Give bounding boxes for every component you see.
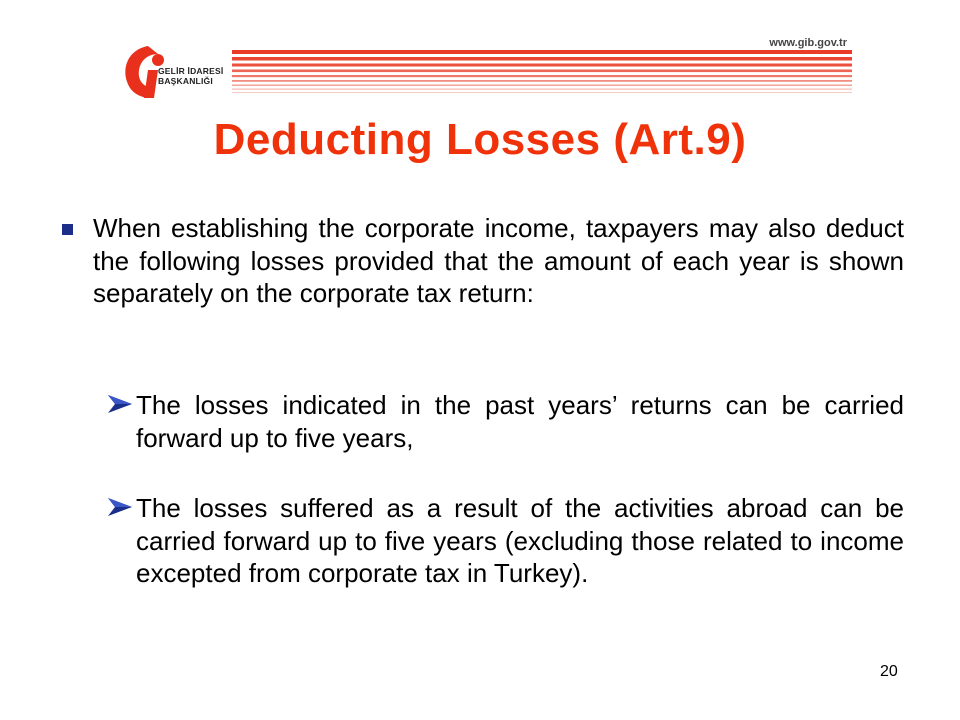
header-stripes: [232, 50, 852, 96]
slide-title: Deducting Losses (Art.9): [213, 115, 747, 164]
square-bullet-icon: [62, 224, 73, 235]
sub-bullet-1-text: The losses indicated in the past years’ returns can be carried forward up to five years,: [136, 390, 904, 453]
logo-line-1: GELİR İDARESİ: [158, 66, 224, 76]
logo-line-2: BAŞKANLIĞI: [158, 76, 213, 86]
logo-text: [158, 66, 223, 86]
arrow-bullet-icon: [106, 393, 134, 415]
main-bullet-text: When establishing the corporate income, taxpayers may also deduct the following losses provided that the amount of each year is shown separately on the corporate tax return:: [93, 213, 904, 308]
arrow-bullet-icon: [106, 496, 134, 518]
site-url: www.gib.gov.tr: [769, 37, 847, 49]
sub-bullet-2-text: The losses suffered as a result of the activities abroad can be carried forward up to five years (excluding those related to income excepted from corporate tax in Turkey).: [136, 493, 904, 588]
page-number: 20: [880, 663, 898, 680]
